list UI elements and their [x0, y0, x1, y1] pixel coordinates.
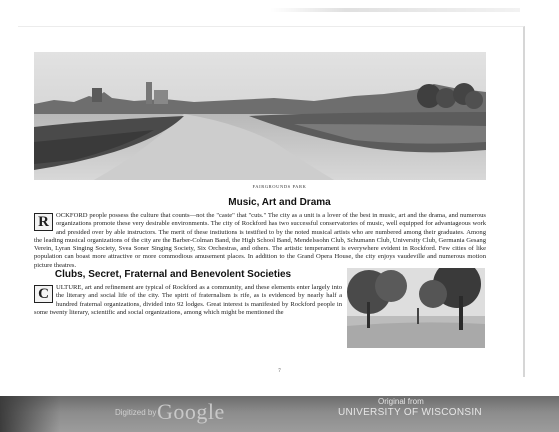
scan-smudge	[270, 8, 520, 12]
photo-caption: FAIRGROUNDS PARK	[252, 184, 307, 189]
section-heading-music: Music, Art and Drama	[228, 197, 331, 208]
page-number: 7	[278, 369, 281, 374]
scan-footer	[0, 396, 559, 432]
paragraph-clubs-text: ULTURE, art and refinement are typical of Rockford as a community, and these elements enter largely into the literary and social life of the city. The spirit of fraternalism is rife, as is evidenced by nearly half a hundred fraternal organizations, divided into 92 lodges. Great interest is manifested by Rockford people in some twenty literary, scientific and social organizations, among which might be mentioned the	[34, 284, 342, 316]
paragraph-music	[34, 212, 486, 270]
footer-shadow	[0, 396, 60, 432]
paragraph-music-text: OCKFORD people possess the culture that counts—not the "caste" that "cuts." The city as a unit is a lover of the best in music, art and the drama, and numerous organizations promote these very desirable environments. The city of Rockford has two successful conservatories of music, well equipped for advantageous work and presided over by able instructors. The merit of these instiutions is testified to by the noted musical artists who are numbered among their graduates. Among the leading musical organizations of the city are the Barber-Colman Band, the High School Band, Mendelssohn Club, Schumann Club, University Club, Germania Gesang Verein, Lyran Singing Society, Svea Soner Singing Society, Six Orchestras, and others. The artistic temperament is everywhere evident in Rockford. Few cities of like population can boast more attractive or more commodious amusement places. In addition to the Grand Opera House, the city enjoys vaudeville and numerous motion picture theatres.	[34, 212, 486, 269]
digitized-by-label: Digitized by	[115, 408, 157, 417]
original-from-label: Original from	[378, 397, 424, 406]
dropcap-c: C	[34, 285, 53, 303]
fairgrounds-park-photo	[34, 52, 486, 180]
university-label: UNIVERSITY OF WISCONSIN	[338, 407, 482, 418]
section-heading-clubs: Clubs, Secret, Fraternal and Benevolent Societies	[54, 269, 292, 280]
dropcap-r: R	[34, 213, 53, 231]
google-logo: Google	[157, 399, 225, 424]
paragraph-clubs	[34, 284, 342, 317]
park-trees-photo	[347, 268, 485, 348]
